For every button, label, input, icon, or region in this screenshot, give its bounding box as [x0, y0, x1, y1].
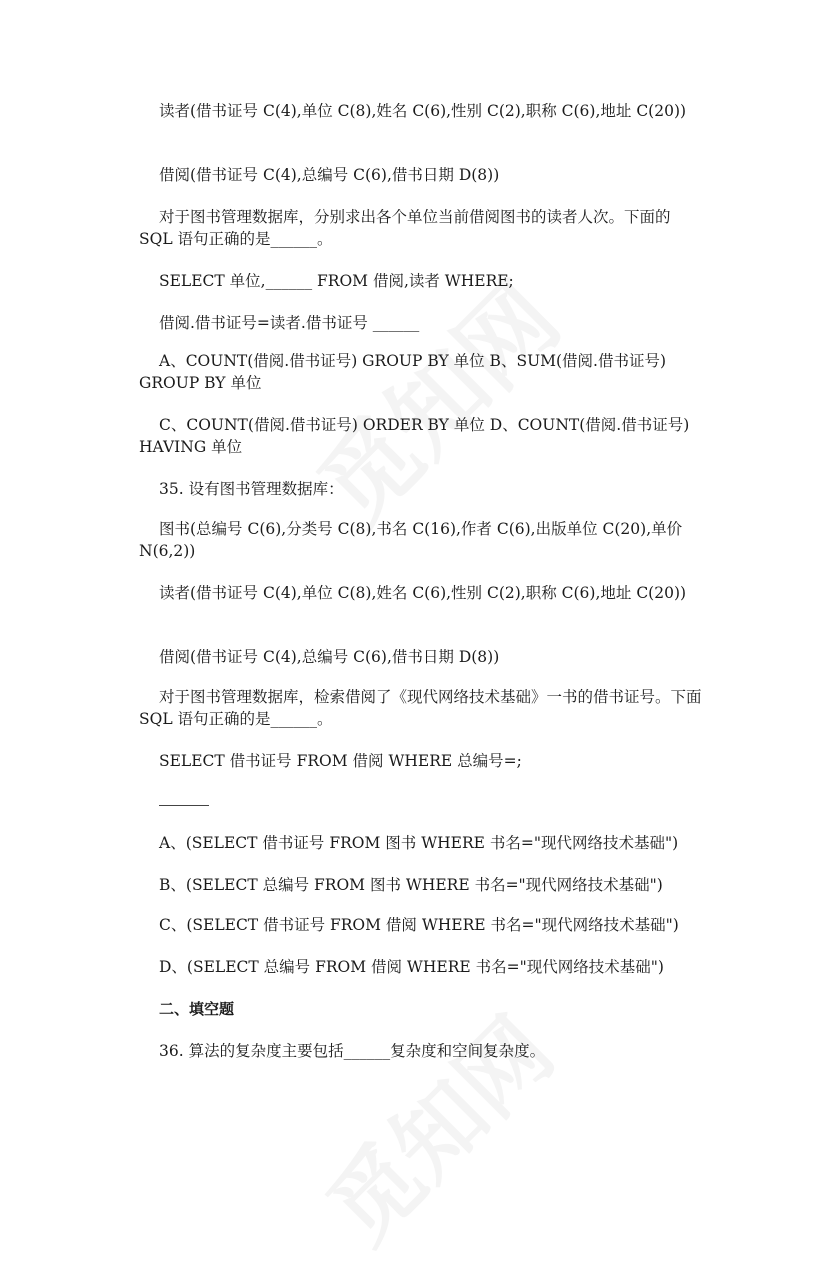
sql-select-line: SELECT 单位,______ FROM 借阅,读者 WHERE; [159, 272, 514, 290]
paragraph-reader-table: 读者(借书证号 C(4),单位 C(8),姓名 C(6),性别 C(2),职称 C(6),地址 C(20)) [159, 102, 687, 120]
paragraph-book-table: 图书(总编号 C(6),分类号 C(8),书名 C(16),作者 C(6),出版单位 C(20),单价 N(6,2)) [139, 520, 683, 560]
option-a: A、(SELECT 借书证号 FROM 图书 WHERE 书名="现代网络技术基础") [159, 834, 679, 852]
option-c: C、(SELECT 借书证号 FROM 借阅 WHERE 书名="现代网络技术基础") [159, 916, 679, 934]
sql-select-line-2: SELECT 借书证号 FROM 借阅 WHERE 总编号=; [159, 752, 522, 770]
section-heading-fill-blank: 二、填空题 [159, 1000, 235, 1018]
paragraph-question-35: 对于图书管理数据库，检索借阅了《现代网络技术基础》一书的借书证号。下面 SQL 语句正确的是______。 [139, 688, 702, 728]
sql-condition-line: 借阅.借书证号=读者.借书证号 ______ [159, 314, 420, 332]
options-a-b: A、COUNT(借阅.借书证号) GROUP BY 单位 B、SUM(借阅.借书证号) GROUP BY 单位 [139, 352, 667, 392]
option-d: D、(SELECT 总编号 FROM 借阅 WHERE 书名="现代网络技术基础") [159, 958, 664, 976]
watermark [284, 248, 585, 549]
paragraph-borrow-table: 借阅(借书证号 C(4),总编号 C(6),借书日期 D(8)) [159, 166, 500, 184]
question-36: 36. 算法的复杂度主要包括______复杂度和空间复杂度。 [159, 1042, 546, 1060]
answer-blank [159, 805, 209, 806]
watermark [294, 984, 577, 1266]
option-b: B、(SELECT 总编号 FROM 图书 WHERE 书名="现代网络技术基础") [159, 876, 663, 894]
paragraph-reader-table-2: 读者(借书证号 C(4),单位 C(8),姓名 C(6),性别 C(2),职称 C(6),地址 C(20)) [159, 584, 687, 602]
question-35-heading: 35. 设有图书管理数据库： [159, 480, 344, 498]
options-c-d: C、COUNT(借阅.借书证号) ORDER BY 单位 D、COUNT(借阅.借书证号) HAVING 单位 [139, 416, 690, 456]
paragraph-borrow-table-2: 借阅(借书证号 C(4),总编号 C(6),借书日期 D(8)) [159, 648, 500, 666]
paragraph-question-34: 对于图书管理数据库，分别求出各个单位当前借阅图书的读者人次。下面的 SQL 语句正确的是______。 [139, 208, 671, 248]
